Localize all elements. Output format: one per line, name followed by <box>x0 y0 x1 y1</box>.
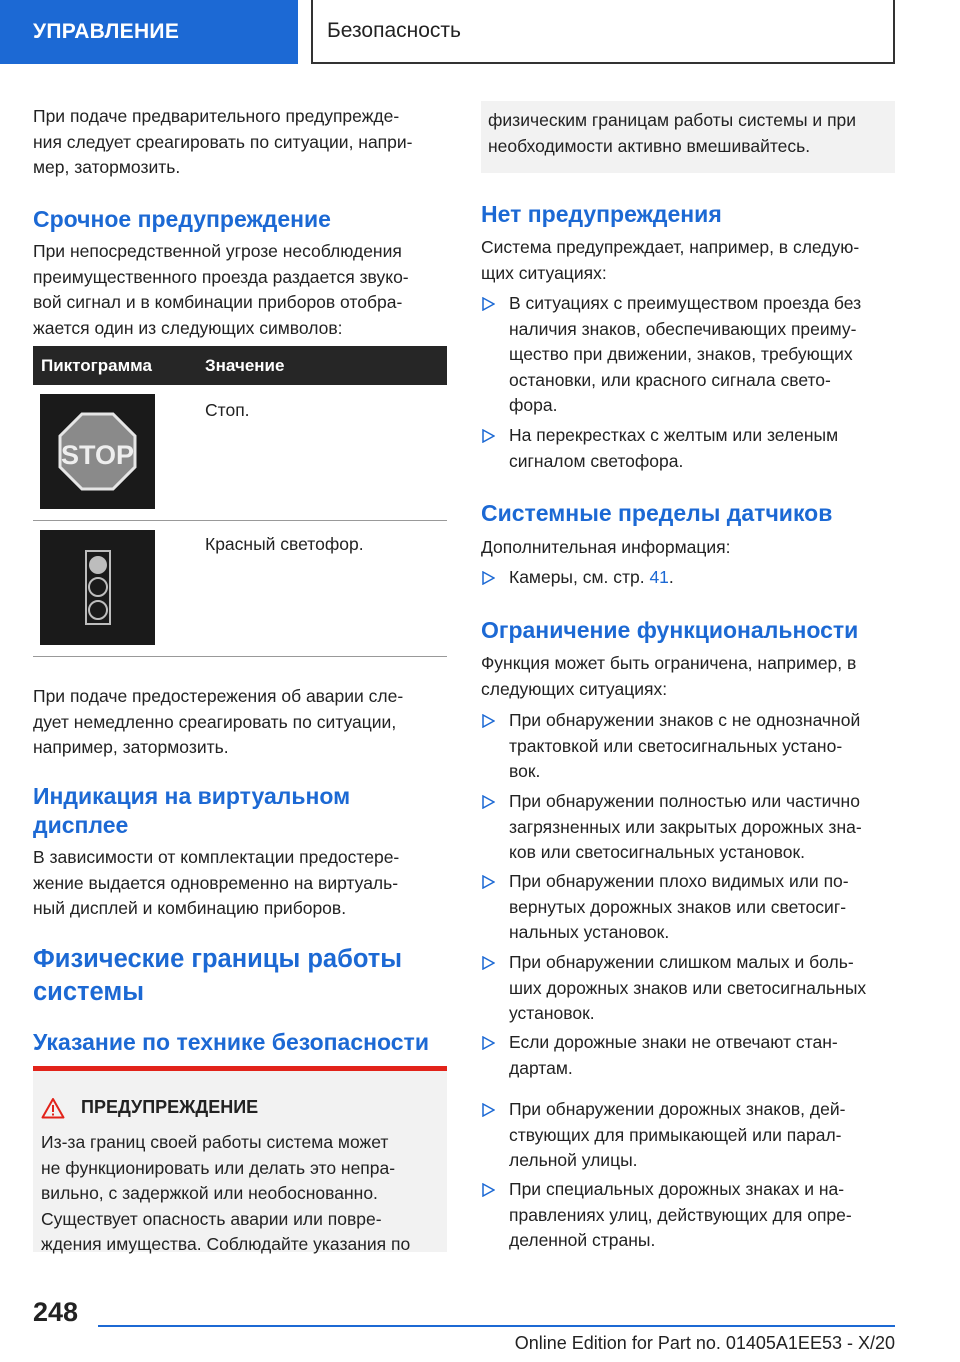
table-divider <box>33 656 447 657</box>
text-line: При обнаружении полностью или частично <box>509 791 860 811</box>
text-span: Камеры, см. стр. <box>509 567 650 587</box>
bullet-triangle-icon <box>481 1036 495 1050</box>
text-line: вой сигнал и в комбинации приборов отобра- <box>33 292 403 312</box>
text-line: При подаче предостережения об аварии сле- <box>33 686 404 706</box>
warning-text <box>41 1130 441 1258</box>
text-line: На перекрестках с желтым или зеленым <box>509 425 839 445</box>
footer-divider <box>98 1325 895 1327</box>
table-divider <box>33 520 447 521</box>
text-line: При непосредственной угрозе несоблюдения <box>33 241 402 261</box>
text-line: При обнаружении слишком малых и боль- <box>509 952 854 972</box>
page-number: 248 <box>33 1297 79 1327</box>
no-warning-paragraph <box>481 235 895 286</box>
camera-reference <box>509 565 895 591</box>
text-line: например, затормозить. <box>33 737 229 757</box>
warning-title: ПРЕДУПРЕЖДЕНИЕ <box>81 1097 259 1117</box>
heading-urgent-warning: Срочное предупреждение <box>33 206 331 232</box>
limits-paragraph <box>481 651 895 702</box>
intro-paragraph <box>33 104 447 181</box>
text-line: В ситуациях с преимуществом проезда без <box>509 293 862 313</box>
heading-safety-note: Указание по технике безопасности <box>33 1029 429 1055</box>
text-line: нальных установок. <box>509 922 670 942</box>
urgent-paragraph <box>33 239 447 341</box>
text-line: жение выдается одновременно на виртуаль- <box>33 872 399 893</box>
warning-box <box>33 1066 447 1252</box>
bullet-triangle-icon <box>481 714 495 728</box>
bullet-triangle-icon <box>481 1103 495 1117</box>
footer-edition: Online Edition for Part no. 01405A1EE53 - X/20 <box>514 1333 895 1353</box>
text-line: При обнаружении плохо видимых или по- <box>509 871 849 891</box>
text-line: преимущественного проезда раздается звуко- <box>33 266 409 287</box>
text-line: деленной страны. <box>509 1230 656 1250</box>
heading-no-warning: Нет предупреждения <box>481 201 722 227</box>
bullet-triangle-icon <box>481 956 495 970</box>
heading-line: системы <box>33 978 145 1006</box>
text-line: ков или светосигнальных установок. <box>509 842 806 862</box>
text-line: щих ситуациях: <box>481 262 607 283</box>
text-span: . <box>668 567 674 587</box>
text-line: При специальных дорожных знаках и на- <box>509 1179 845 1199</box>
text-line: правлениях улиц, действующих для опре- <box>509 1204 852 1225</box>
section-tab[interactable]: УПРАВЛЕНИЕ <box>0 0 298 64</box>
text-line: Функция может быть ограничена, например, в <box>481 653 857 673</box>
heading-virtual-display <box>33 782 447 840</box>
text-line: фора. <box>509 395 558 415</box>
text-line: щество при движении, знаков, требующих <box>509 344 853 364</box>
bullet-triangle-icon <box>481 875 495 889</box>
bullet-triangle-icon <box>481 429 495 443</box>
page-header-title: Безопасность <box>311 0 895 64</box>
bullet-triangle-icon <box>481 297 495 311</box>
text-line: дует немедленно среагировать по ситуации, <box>33 711 397 732</box>
text-line: При обнаружении знаков с не однозначной <box>509 710 861 730</box>
text-line: необходимости активно вмешивайтесь. <box>488 135 811 156</box>
heading-physical-limits <box>33 943 453 1009</box>
meaning-red-light: Красный светофор. <box>205 534 364 554</box>
bullet-triangle-icon <box>481 571 495 585</box>
col-meaning: Значение <box>205 356 285 375</box>
heading-line: Физические границы работы <box>33 945 403 973</box>
text-line: сигналом светофора. <box>509 450 684 471</box>
text-line: лельной улицы. <box>509 1150 638 1170</box>
text-line: ный дисплей и комбинацию приборов. <box>33 898 347 918</box>
text-line: Из-за границ своей работы система может <box>41 1132 389 1152</box>
text-line: вернутых дорожных знаков или светосиг- <box>509 896 847 917</box>
text-line: не функционировать или делать это непра- <box>41 1157 396 1178</box>
symbols-table-header <box>33 346 447 385</box>
warning-triangle-icon <box>41 1097 65 1119</box>
text-line: ствующих для примыкающей или парал- <box>509 1124 842 1145</box>
sensors-info: Дополнительная информация: <box>481 537 731 557</box>
text-line: жается один из следующих символов: <box>33 317 343 338</box>
text-line: физическим границам работы системы и при <box>488 110 857 130</box>
heading-line: Индикация на виртуальном <box>33 783 351 809</box>
heading-sensor-limits: Системные пределы датчиков <box>481 500 833 526</box>
virtual-paragraph <box>33 845 447 922</box>
text-line: Существует опасность аварии или повре- <box>41 1208 382 1229</box>
collision-paragraph <box>33 684 447 761</box>
text-line: трактовкой или светосигнальных устано- <box>509 735 843 756</box>
text-line: установок. <box>509 1003 595 1023</box>
stop-sign-icon <box>40 394 155 509</box>
text-line: вок. <box>509 761 541 781</box>
page-link-41[interactable]: 41 <box>649 567 669 587</box>
heading-line: дисплее <box>33 812 129 838</box>
text-line: При обнаружении дорожных знаков, дей- <box>509 1099 846 1119</box>
text-line: загрязненных или закрытых дорожных зна- <box>509 816 862 837</box>
text-line: Если дорожные знаки не отвечают стан- <box>509 1032 838 1052</box>
text-line: ния следует среагировать по ситуации, напри- <box>33 131 413 152</box>
bullet-triangle-icon <box>481 795 495 809</box>
text-line: ших дорожных знаков или светосигнальных <box>509 977 867 998</box>
stop-sign-text: STOP <box>60 440 135 470</box>
text-line: При подаче предварительного предупрежде- <box>33 106 400 126</box>
text-line: следующих ситуациях: <box>481 678 668 699</box>
warning-box-continued <box>481 101 895 173</box>
text-line: В зависимости от комплектации предостере- <box>33 847 400 867</box>
text-line: Система предупреждает, например, в следую- <box>481 237 860 257</box>
col-pictogram: Пиктограмма <box>41 356 152 375</box>
text-line: остановки, или красного сигнала свето- <box>509 369 831 390</box>
text-line: мер, затормозить. <box>33 157 181 177</box>
text-line: наличия знаков, обеспечивающих преиму- <box>509 318 857 339</box>
text-line: дартам. <box>509 1057 573 1078</box>
heading-function-limits: Ограничение функциональности <box>481 617 859 643</box>
meaning-stop: Стоп. <box>205 400 250 420</box>
text-line: ждения имущества. Соблюдайте указания по <box>41 1234 411 1254</box>
bullet-triangle-icon <box>481 1183 495 1197</box>
text-line: вильно, с задержкой или необоснованно. <box>41 1183 378 1203</box>
red-traffic-light-icon <box>40 530 155 645</box>
